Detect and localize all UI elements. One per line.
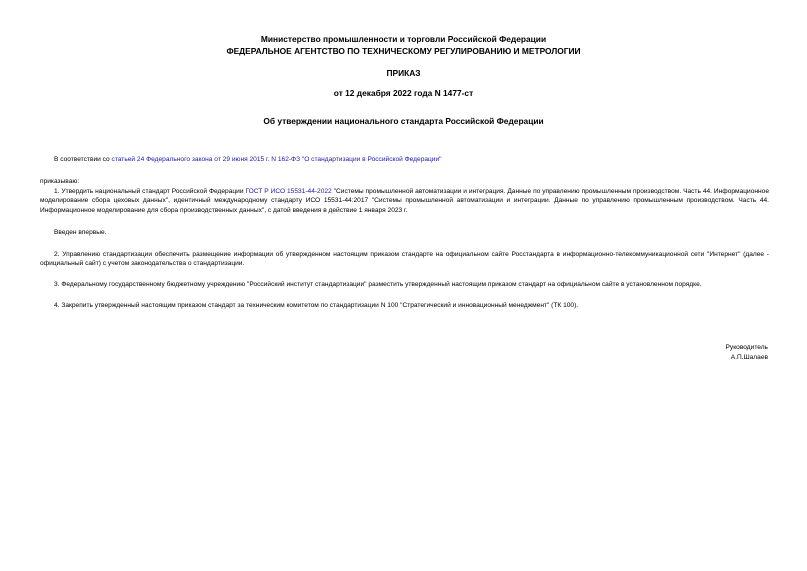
item-1-text-end: "Системы промышленной автоматизации и интеграция. Данные по управлению промышленным производством. Часть 44. Информационное моделирование сбора цеховых данных", идентичный международному стандарту ИСО 15531-44:2017 "Системы промышленной автоматизации и интеграции. Данные по управлению промышленным производством. Часть 44. Информационное моделирование для сбора производственных данных", с датой введения в действие 1 января 2023 г. xyxy=(40,188,769,214)
ministry-heading: Министерство промышленности и торговли Российской Федерации xyxy=(260,34,547,44)
agency-heading: ФЕДЕРАЛЬНОЕ АГЕНТСТВО ПО ТЕХНИЧЕСКОМУ РЕГУЛИРОВАНИЮ И МЕТРОЛОГИИ xyxy=(226,46,581,56)
item-1-paragraph xyxy=(40,187,769,215)
item-3-paragraph: 3. Федеральному государственному бюджетному учреждению "Российский институт стандартизации" разместить утвержденный настоящим приказом стандарт на официальном сайте в установленном порядке. xyxy=(54,281,702,288)
signature-position: Руководитель xyxy=(725,344,768,351)
gost-standard-link[interactable]: ГОСТ Р ИСО 15531-44-2022 xyxy=(245,188,332,195)
introduced-first-note: Введен впервые. xyxy=(54,229,107,236)
preamble-paragraph xyxy=(40,155,769,164)
preamble-text: В соответствии со xyxy=(54,156,112,163)
federal-law-link[interactable]: статьей 24 Федерального закона от 29 июня 2015 г. N 162-ФЗ "О стандартизации в Российской Федерации" xyxy=(111,156,442,163)
document-type-heading: ПРИКАЗ xyxy=(386,68,421,78)
order-word: приказываю: xyxy=(40,178,80,185)
signature-name: А.П.Шалаев xyxy=(730,354,768,361)
item-1-text-start: 1. Утвердить национальный стандарт Российской Федерации xyxy=(54,188,246,195)
document-title: Об утверждении национального стандарта Российской Федерации xyxy=(263,116,544,126)
date-number-heading: от 12 декабря 2022 года N 1477-ст xyxy=(333,88,474,98)
item-4-paragraph: 4. Закрепить утвержденный настоящим приказом стандарт за техническим комитетом по стандартизации N 100 "Стратегический и инновационный менеджмент" (ТК 100). xyxy=(54,302,579,309)
item-2-paragraph: 2. Управлению стандартизации обеспечить размещение информации об утвержденном настоящим приказом стандарте на официальном сайте Росстандарта в информационно-телекоммуникационной сети "Интернет" (далее - официальный сайт) с учетом законодательства о стандартизации. xyxy=(40,251,769,268)
